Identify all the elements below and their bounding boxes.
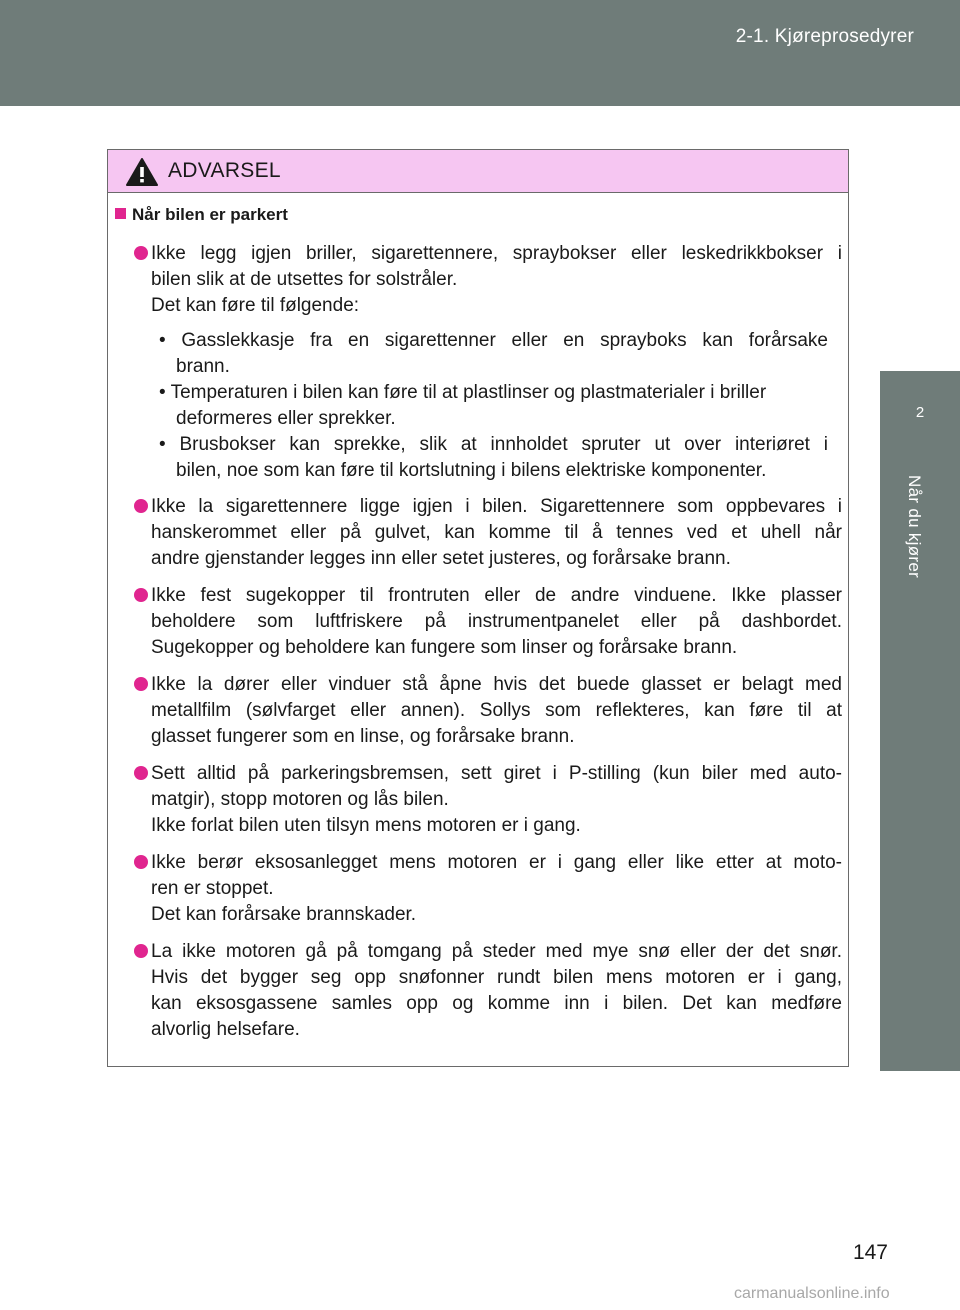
sub-item-line: • Temperaturen i bilen kan føre til at plastlinser og plastmaterialer i briller bbox=[159, 382, 767, 403]
chapter-label: Når du kjører bbox=[905, 475, 924, 579]
item-line: ren er stoppet. bbox=[151, 878, 274, 899]
sub-item-line: bilen, noe som kan føre til kortslutning i bilens elektriske komponenter. bbox=[176, 460, 767, 481]
bullet-dot-icon bbox=[134, 944, 148, 958]
subheading-text: Når bilen er parkert bbox=[132, 205, 288, 224]
square-bullet-icon bbox=[115, 208, 126, 219]
item-line: alvorlig helsefare. bbox=[151, 1019, 300, 1040]
sub-item-line: • Gasslekkasje fra en sigarettenner eller en sprayboks kan forårsake bbox=[159, 330, 828, 351]
item-line: metallfilm (sølvfarget eller annen). Sollys som reflekteres, kan føre til at bbox=[151, 700, 842, 721]
item-line: Sett alltid på parkeringsbremsen, sett giret i P-stilling (kun biler med auto- bbox=[151, 763, 842, 784]
section-title: 2-1. Kjøreprosedyrer bbox=[735, 26, 914, 47]
item-line: beholdere som luftfriskere på instrumentpanelet eller på dashbordet. bbox=[151, 611, 842, 632]
item-line: kan eksosgassene samles opp og komme inn i bilen. Det kan medføre bbox=[151, 993, 842, 1014]
item-line: Det kan forårsake brannskader. bbox=[151, 904, 417, 925]
sub-item-line: deformeres eller sprekker. bbox=[176, 408, 396, 429]
item-line: La ikke motoren gå på tomgang på steder med mye snø eller der det snør. bbox=[151, 941, 842, 962]
item-line: andre gjenstander legges inn eller setet justeres, og forårsake brann. bbox=[151, 548, 731, 569]
chapter-number: 2 bbox=[915, 404, 925, 421]
item-line: Ikke forlat bilen uten tilsyn mens motoren er i gang. bbox=[151, 815, 581, 836]
item-line: matgir), stopp motoren og lås bilen. bbox=[151, 789, 449, 810]
bullet-dot-icon bbox=[134, 677, 148, 691]
item-line: hanskerommet eller på gulvet, kan komme til å tennes ved et uhell når bbox=[151, 522, 842, 543]
bullet-dot-icon bbox=[134, 588, 148, 602]
bullet-dot-icon bbox=[134, 766, 148, 780]
item-line: Sugekopper og beholdere kan fungere som linser og forårsake brann. bbox=[151, 637, 738, 658]
bullet-dot-icon bbox=[134, 855, 148, 869]
top-header-bar bbox=[0, 0, 960, 106]
warning-box bbox=[107, 149, 849, 1067]
sub-item-line: brann. bbox=[176, 356, 230, 377]
item-line: Ikke la sigarettennere ligge igjen i bilen. Sigarettennere som oppbevares i bbox=[151, 496, 842, 517]
watermark[interactable]: carmanualsonline.info bbox=[734, 1285, 890, 1302]
item-line: Ikke fest sugekopper til frontruten eller de andre vinduene. Ikke plasser bbox=[151, 585, 842, 606]
item-line: Ikke legg igjen briller, sigarettennere, spraybokser eller leskedrikkbokser i bbox=[151, 243, 842, 264]
page-number: 147 bbox=[852, 1241, 888, 1264]
warning-body bbox=[108, 193, 848, 1066]
bullet-dot-icon bbox=[134, 246, 148, 260]
item-line: bilen slik at de utsettes for solstråler. bbox=[151, 269, 458, 290]
item-line: Det kan føre til følgende: bbox=[151, 295, 360, 316]
item-line: glasset fungerer som en linse, og forårsake brann. bbox=[151, 726, 575, 747]
item-line: Ikke berør eksosanlegget mens motoren er i gang eller like etter at moto- bbox=[151, 852, 842, 873]
warning-header bbox=[108, 150, 848, 193]
bullet-dot-icon bbox=[134, 499, 148, 513]
item-line: Hvis det bygger seg opp snøfonner rundt bilen mens motoren er i gang, bbox=[151, 967, 842, 988]
warning-title: ADVARSEL bbox=[168, 159, 281, 182]
warning-triangle-icon bbox=[125, 157, 159, 187]
chapter-side-tab bbox=[880, 371, 960, 1071]
item-line: Ikke la dører eller vinduer stå åpne hvis det buede glasset er belagt med bbox=[151, 674, 842, 695]
sub-item-line: • Brusbokser kan sprekke, slik at innholdet spruter ut over interiøret i bbox=[159, 434, 828, 455]
subheading bbox=[115, 205, 288, 225]
